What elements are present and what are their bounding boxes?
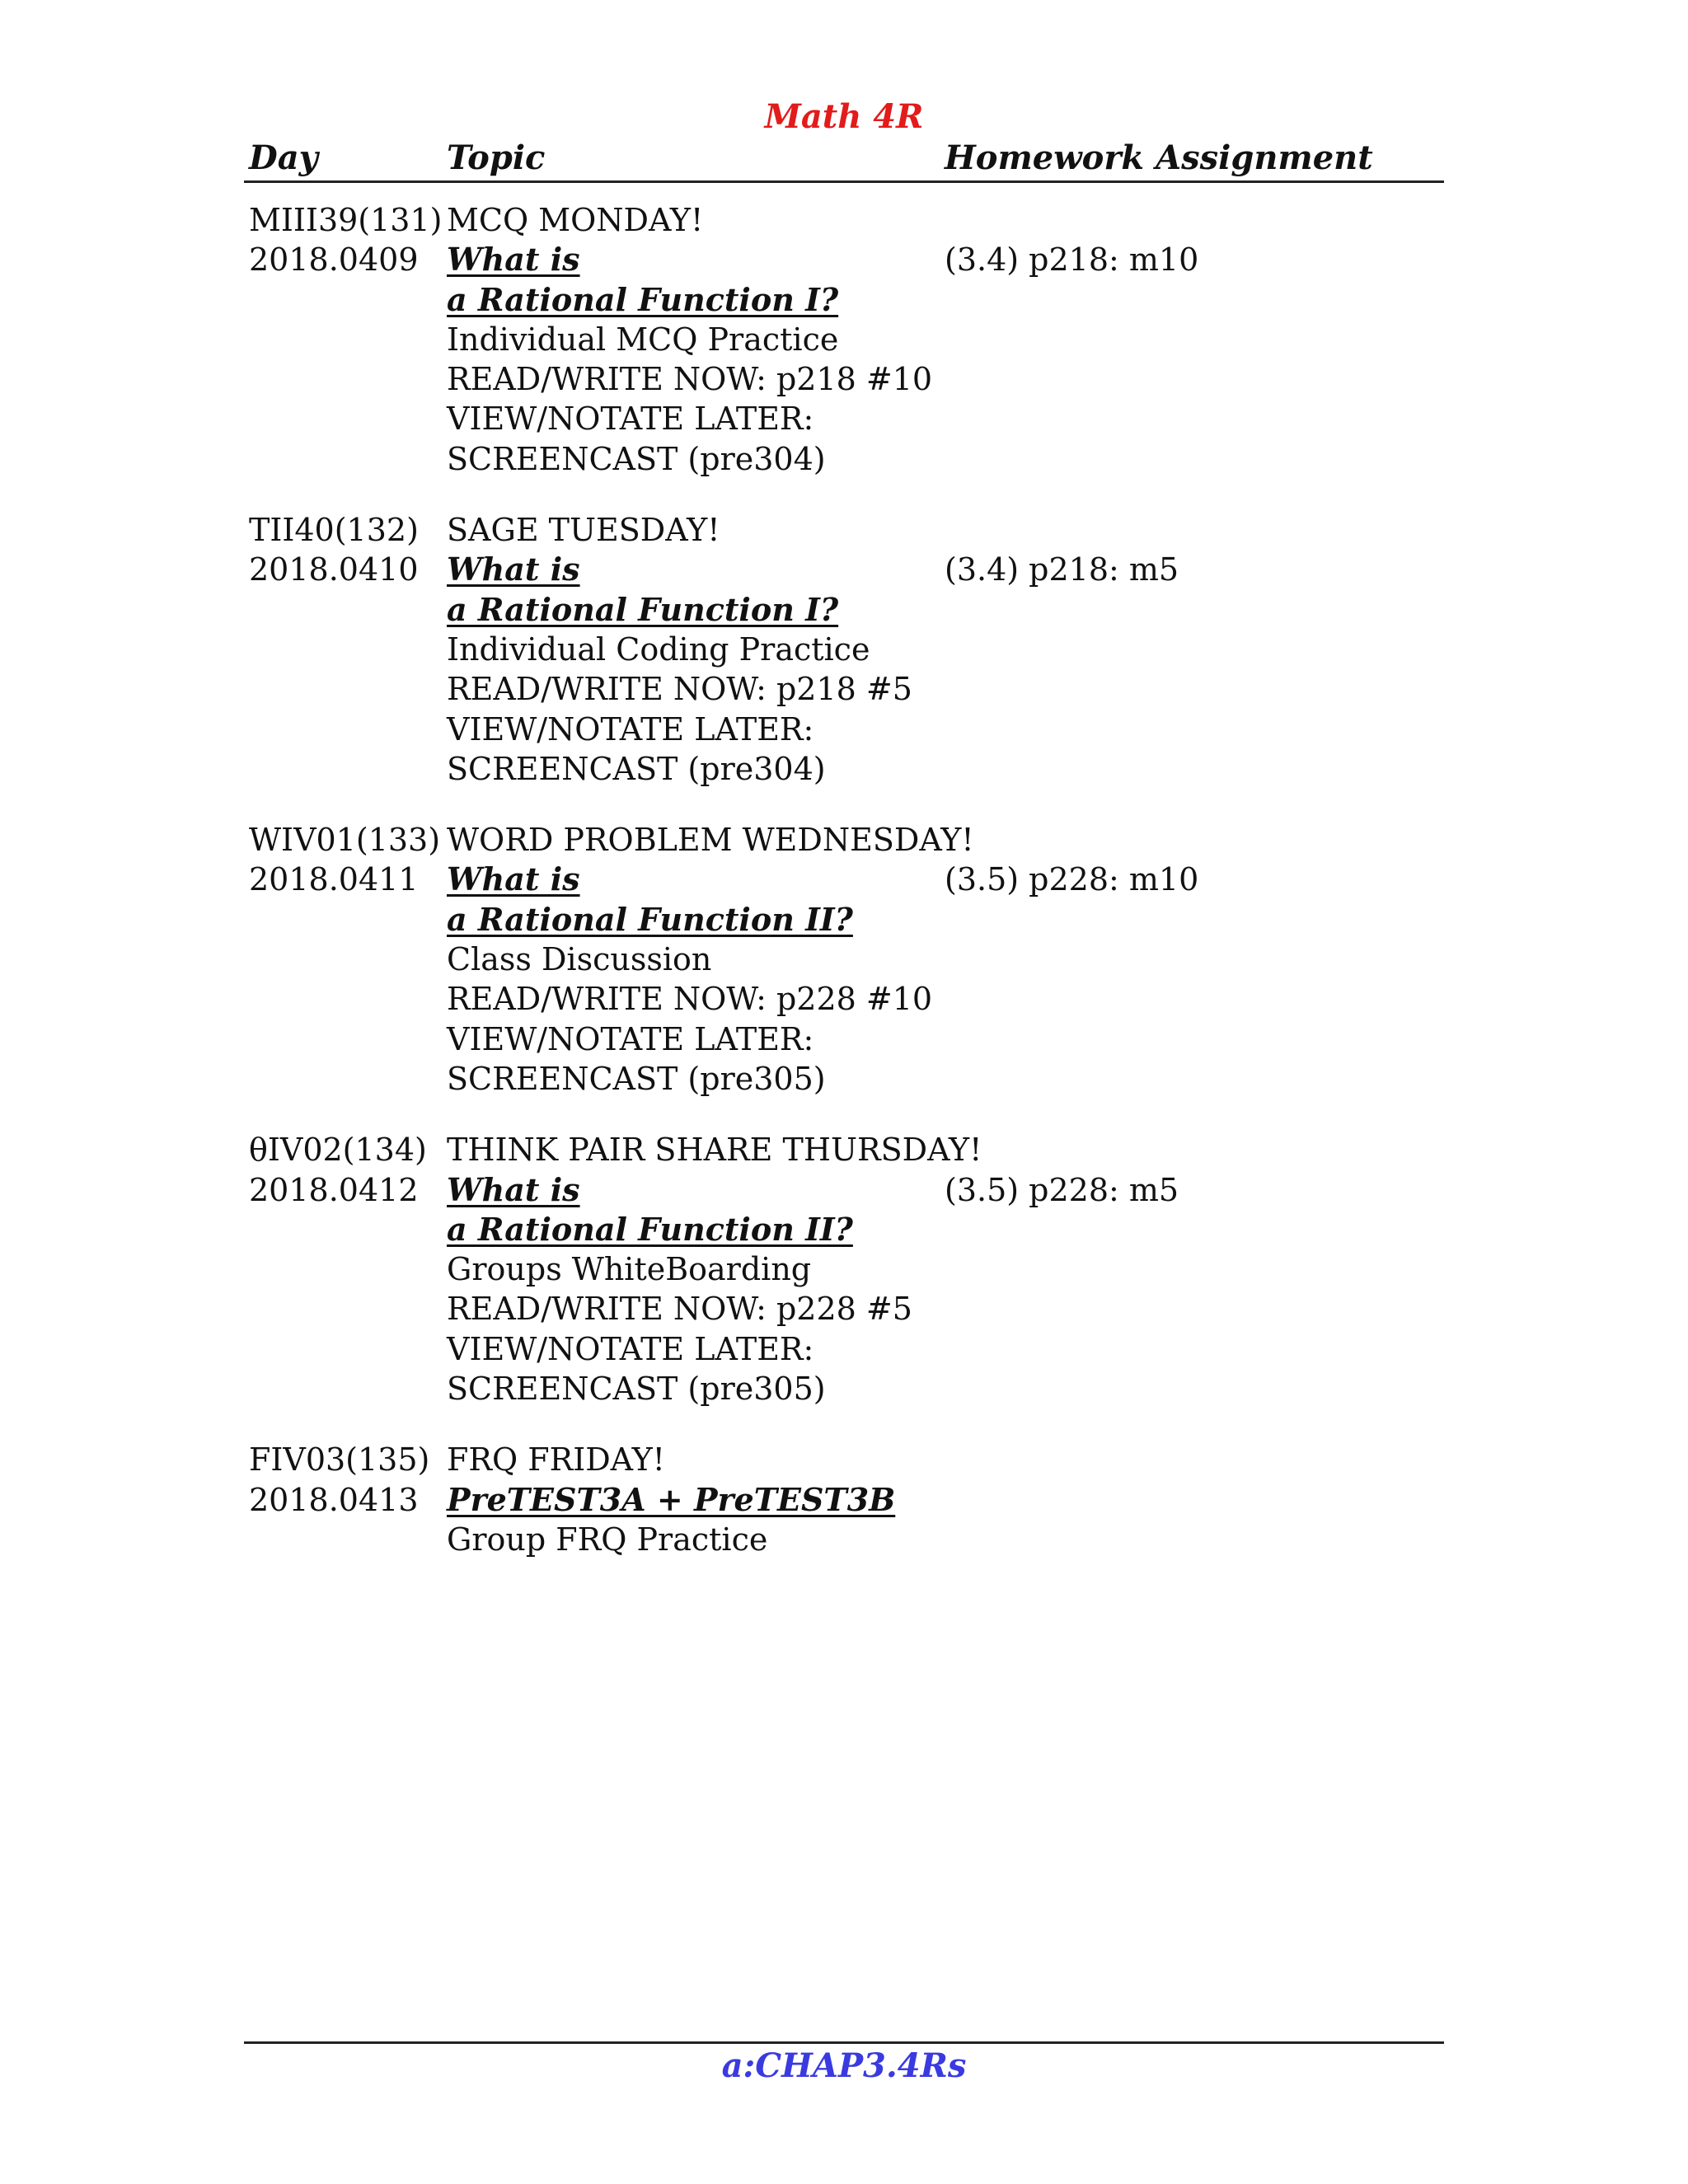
schedule-entry [0, 820, 1688, 1099]
footer-label: a:CHAP3.4Rs [721, 2046, 967, 2085]
read-write-now: READ/WRITE NOW: p228 #5 [447, 1291, 912, 1328]
day-theme: MCQ MONDAY! [447, 202, 704, 238]
screencast: SCREENCAST (pre304) [447, 750, 826, 787]
page-title: Math 4R [764, 97, 924, 136]
screencast: SCREENCAST (pre305) [447, 1371, 826, 1408]
topic-title-line2: a Rational Function II? [447, 1210, 853, 1248]
homework-assignment: (3.5) p228: m5 [945, 1171, 1179, 1208]
day-date: 2018.0412 [249, 1171, 419, 1208]
activity: Individual MCQ Practice [447, 321, 839, 358]
day-theme: SAGE TUESDAY! [447, 512, 720, 549]
view-notate-later: VIEW/NOTATE LATER: [447, 1330, 814, 1367]
schedule-entry [0, 510, 1688, 789]
screencast: SCREENCAST (pre304) [447, 440, 826, 477]
day-theme: FRQ FRIDAY! [447, 1441, 665, 1479]
topic-title-line2: a Rational Function I? [447, 590, 839, 628]
day-code: TII40(132) [249, 512, 419, 549]
homework-assignment: (3.4) p218: m10 [945, 241, 1199, 279]
day-theme: WORD PROBLEM WEDNESDAY! [447, 822, 974, 859]
schedule-entry [0, 1130, 1688, 1408]
header-topic: Topic [447, 138, 546, 177]
schedule-list [0, 200, 1688, 1591]
activity: Group FRQ Practice [447, 1521, 768, 1558]
read-write-now: READ/WRITE NOW: p218 #5 [447, 671, 912, 708]
topic-title-line1: What is [447, 551, 580, 588]
homework-assignment: (3.4) p218: m5 [945, 551, 1179, 588]
day-code: θIV02(134) [249, 1132, 427, 1169]
header-homework: Homework Assignment [945, 138, 1373, 177]
schedule-entry [0, 200, 1688, 479]
activity: Individual Coding Practice [447, 630, 870, 668]
header-divider [244, 180, 1444, 183]
activity: Groups WhiteBoarding [447, 1251, 812, 1288]
day-date: 2018.0409 [249, 241, 419, 279]
homework-assignment: (3.5) p228: m10 [945, 861, 1199, 898]
view-notate-later: VIEW/NOTATE LATER: [447, 401, 814, 438]
day-code: FIV03(135) [249, 1441, 430, 1479]
footer-divider [244, 2041, 1444, 2044]
day-code: WIV01(133) [249, 822, 441, 859]
day-date: 2018.0410 [249, 551, 419, 588]
column-header-row [0, 138, 1688, 180]
activity: Class Discussion [447, 941, 712, 978]
topic-title-line1: What is [447, 1170, 580, 1208]
topic-title-line2: a Rational Function I? [447, 280, 839, 318]
read-write-now: READ/WRITE NOW: p218 #10 [447, 361, 933, 398]
read-write-now: READ/WRITE NOW: p228 #10 [447, 981, 933, 1018]
topic-title-line2: a Rational Function II? [447, 900, 853, 938]
topic-title-line1: PreTEST3A + PreTEST3B [447, 1480, 896, 1518]
day-date: 2018.0413 [249, 1481, 419, 1518]
day-code: MIII39(131) [249, 202, 443, 238]
header-day: Day [249, 138, 318, 177]
schedule-entry [0, 1440, 1688, 1559]
view-notate-later: VIEW/NOTATE LATER: [447, 710, 814, 748]
topic-title-line1: What is [447, 241, 580, 279]
view-notate-later: VIEW/NOTATE LATER: [447, 1020, 814, 1057]
day-date: 2018.0411 [249, 861, 419, 898]
day-theme: THINK PAIR SHARE THURSDAY! [447, 1132, 982, 1169]
screencast: SCREENCAST (pre305) [447, 1060, 826, 1097]
topic-title-line1: What is [447, 860, 580, 898]
